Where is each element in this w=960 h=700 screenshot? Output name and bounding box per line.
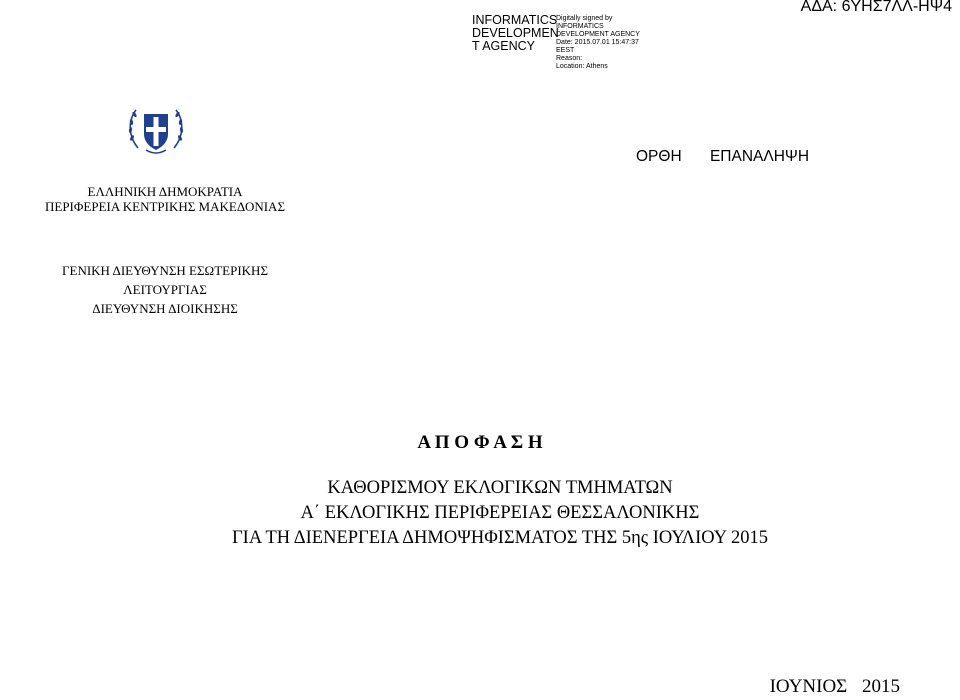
subject-line: Α΄ ΕΚΛΟΓΙΚΗΣ ΠΕΡΙΦΕΡΕΙΑΣ ΘΕΣΣΑΛΟΝΙΚΗΣ	[300, 503, 700, 523]
directorate	[0, 261, 330, 318]
authority-line: ΕΛΛΗΝΙΚΗ ΔΗΜΟΚΡΑΤΙΑ	[87, 184, 243, 199]
digital-signature-block	[472, 13, 672, 70]
ada-identifier: ΑΔΑ: 6ΥΗΣ7ΛΛ-ΗΨ4	[800, 0, 952, 15]
greek-coat-of-arms-icon	[124, 98, 188, 162]
document-date: ΙΟΥΝΙΟΣ 2015	[769, 676, 900, 697]
authority-line: ΠΕΡΙΦΕΡΕΙΑ ΚΕΝΤΡΙΚΗΣ ΜΑΚΕΔΟΝΙΑΣ	[44, 199, 286, 214]
directorate-line: ΔΙΕΥΘΥΝΣΗ ΔΙΟΙΚΗΣΗΣ	[92, 301, 238, 316]
signature-details: Digitally signed by INFORMATICS DEVELOPMENT AGENCY Date: 2015.07.01 15:47:37 EEST Reason: Location: Athens	[556, 15, 640, 70]
subject-line: ΚΑΘΟΡΙΣΜΟΥ ΕΚΛΟΓΙΚΩΝ ΤΜΗΜΑΤΩΝ	[327, 478, 673, 498]
signature-signer-name: INFORMATICS DEVELOPMEN T AGENCY	[472, 13, 559, 53]
directorate-line: ΓΕΝΙΚΗ ΔΙΕΥΘΥΝΣΗ ΕΣΩΤΕΡΙΚΗΣ	[61, 263, 269, 278]
subject-line: ΓΙΑ ΤΗ ΔΙΕΝΕΡΓΕΙΑ ΔΗΜΟΨΗΦΙΣΜΑΤΟΣ ΤΗΣ 5ης ΙΟΥΛΙΟΥ 2015	[231, 528, 768, 548]
decision-title: Α Π Ο Φ Α Σ Η	[417, 432, 543, 453]
decision-subject	[0, 476, 960, 551]
directorate-line: ΛΕΙΤΟΥΡΓΙΑΣ	[123, 282, 207, 297]
correction-label: ΟΡΘΗ ΕΠΑΝΑΛΗΨΗ	[636, 148, 810, 165]
issuing-authority	[0, 184, 330, 214]
